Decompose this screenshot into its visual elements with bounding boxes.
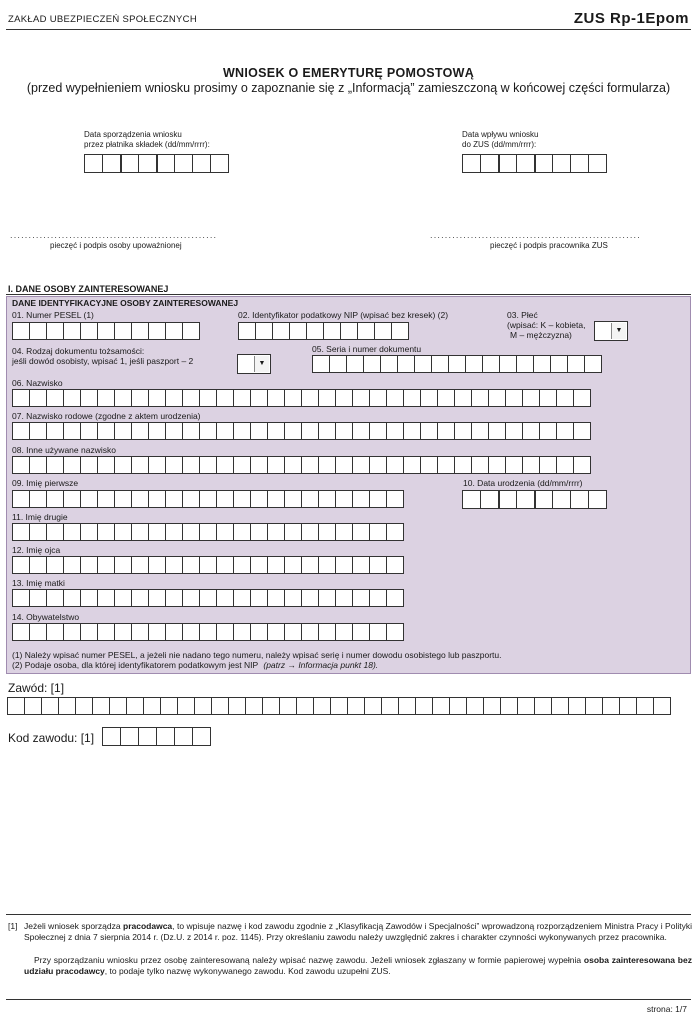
doc-type-label xyxy=(12,346,193,366)
footnote-text: , to podaje tylko nazwę wykonywanego zawodu. Kod zawodu uzupełni ZUS. xyxy=(104,965,391,976)
second-name-label: 11. Imię drugie xyxy=(12,512,68,522)
note-2 xyxy=(12,660,378,670)
sex-label-line3: M – mężczyzna) xyxy=(510,330,572,340)
footnote-mark: [1] xyxy=(8,921,18,931)
citizenship-input[interactable] xyxy=(12,623,404,641)
chevron-down-icon: ▼ xyxy=(611,323,626,339)
prep-date-label-line2: przez płatnika składek (dd/mm/rrrr): xyxy=(84,140,210,149)
birth-date-input[interactable] xyxy=(462,490,607,509)
form-code: ZUS Rp-1Epom xyxy=(573,10,689,27)
header-divider xyxy=(6,29,691,30)
prep-date-label-line1: Data sporządzenia wniosku xyxy=(84,130,182,139)
occupation-code-input[interactable] xyxy=(102,727,211,746)
signature-dots-right: ......................................................... xyxy=(430,230,641,240)
doc-type-label-line1: 04. Rodzaj dokumentu tożsamości: xyxy=(12,346,145,356)
recv-date-label-line2: do ZUS (dd/mm/rrrr): xyxy=(462,140,537,149)
org-name: ZAKŁAD UBEZPIECZEŃ SPOŁECZNYCH xyxy=(8,14,198,25)
birth-surname-input[interactable] xyxy=(12,422,591,440)
footnote-bold: pracodawca xyxy=(123,921,173,931)
chevron-down-icon: ▼ xyxy=(254,356,269,372)
form-subtitle: (przed wypełnieniem wniosku prosimy o zapoznanie się z „Informacją” zamieszczoną w końcowej części formularza) xyxy=(26,81,671,95)
birth-surname-label: 07. Nazwisko rodowe (zgodne z aktem urodzenia) xyxy=(12,411,201,421)
footnote-text: , to wpisuje nazwę i kod zawodu zgodnie z „Klasyfikacją Zawodów i Specjalności” wprowadzoną rozporządzeniem Ministra Pracy i Polityki Społecznej z dnia 7 sierpnia 2014 r. (Dz.U. z 2014 r. poz. 1145). Przy określaniu zawodu należy uwzględnić zakres i charakter czynności wykonywanych przez pracownika. xyxy=(24,921,692,942)
birth-date-label: 10. Data urodzenia (dd/mm/rrrr) xyxy=(463,478,583,488)
pesel-input[interactable] xyxy=(12,322,200,340)
doc-number-label: 05. Seria i numer dokumentu xyxy=(312,344,422,354)
citizenship-label: 14. Obywatelstwo xyxy=(12,612,80,622)
occupation-code-label: Kod zawodu: [1] xyxy=(8,731,95,745)
section-divider xyxy=(6,294,691,295)
footnote-bold: osoba zainteresowana bez udziału pracodawcy xyxy=(24,955,692,976)
other-surname-input[interactable] xyxy=(12,456,591,474)
prep-date-input[interactable] xyxy=(84,154,229,173)
footnote-paragraph-1 xyxy=(24,921,692,942)
form-title: WNIOSEK O EMERYTURĘ POMOSTOWĄ xyxy=(222,66,475,80)
first-name-input[interactable] xyxy=(12,490,404,508)
mother-name-label: 13. Imię matki xyxy=(12,578,65,588)
recv-date-input[interactable] xyxy=(462,154,607,173)
signature-dots-left: ........................................................ xyxy=(10,230,218,240)
mother-name-input[interactable] xyxy=(12,589,404,607)
father-name-input[interactable] xyxy=(12,556,404,574)
sex-label-line2: (wpisać: K – kobieta, xyxy=(507,320,586,330)
surname-input[interactable] xyxy=(12,389,591,407)
surname-label: 06. Nazwisko xyxy=(12,378,63,388)
recv-date-label-line1: Data wpływu wniosku xyxy=(462,130,539,139)
sex-select[interactable] xyxy=(594,321,628,341)
footnote-text: Przy sporządzaniu wniosku przez osobę zainteresowaną należy wpisać nazwę zawodu. Jeżeli wniosek zgłaszany w formie papierowej wypełnia xyxy=(34,955,582,965)
first-name-label: 09. Imię pierwsze xyxy=(12,478,79,488)
footnote-text: Jeżeli wniosek sporządza xyxy=(24,921,121,931)
nip-label: 02. Identyfikator podatkowy NIP (wpisać bez kresek) (2) xyxy=(238,310,449,320)
page-divider xyxy=(6,999,691,1000)
doc-number-input[interactable] xyxy=(312,355,602,373)
recv-date-label xyxy=(462,130,538,150)
signature-label-left: pieczęć i podpis osoby upoważnionej xyxy=(50,241,182,250)
note-1: (1) Należy wpisać numer PESEL, a jeżeli nie nadano tego numeru, należy wpisać serię i numer dowodu osobistego lub paszportu. xyxy=(12,650,502,660)
section-title: I. DANE OSOBY ZAINTERESOWANEJ xyxy=(8,284,169,294)
second-name-input[interactable] xyxy=(12,523,404,541)
prep-date-label xyxy=(84,130,210,150)
doc-type-select[interactable] xyxy=(237,354,271,374)
footnote-paragraph-2 xyxy=(24,955,692,976)
occupation-label: Zawód: [1] xyxy=(8,681,65,695)
nip-input[interactable] xyxy=(238,322,409,340)
sex-label xyxy=(507,310,585,340)
note-2-text: (2) Podaje osoba, dla której identyfikatorem podatkowym jest NIP xyxy=(12,660,258,670)
page-number: strona: 1/7 xyxy=(646,1004,687,1014)
signature-label-right: pieczęć i podpis pracownika ZUS xyxy=(490,241,608,250)
other-surname-label: 08. Inne używane nazwisko xyxy=(12,445,116,455)
occupation-input[interactable] xyxy=(7,697,671,715)
father-name-label: 12. Imię ojca xyxy=(12,545,61,555)
footnote-divider xyxy=(6,914,691,915)
sex-label-line1: 03. Płeć xyxy=(507,310,538,320)
pesel-label: 01. Numer PESEL (1) xyxy=(12,310,94,320)
panel-title: DANE IDENTYFIKACYJNE OSOBY ZAINTERESOWANEJ xyxy=(12,298,239,308)
note-2-reference: (patrz → Informacja punkt 18). xyxy=(263,660,379,670)
doc-type-label-line2: jeśli dowód osobisty, wpisać 1, jeśli paszport – 2 xyxy=(12,356,194,366)
